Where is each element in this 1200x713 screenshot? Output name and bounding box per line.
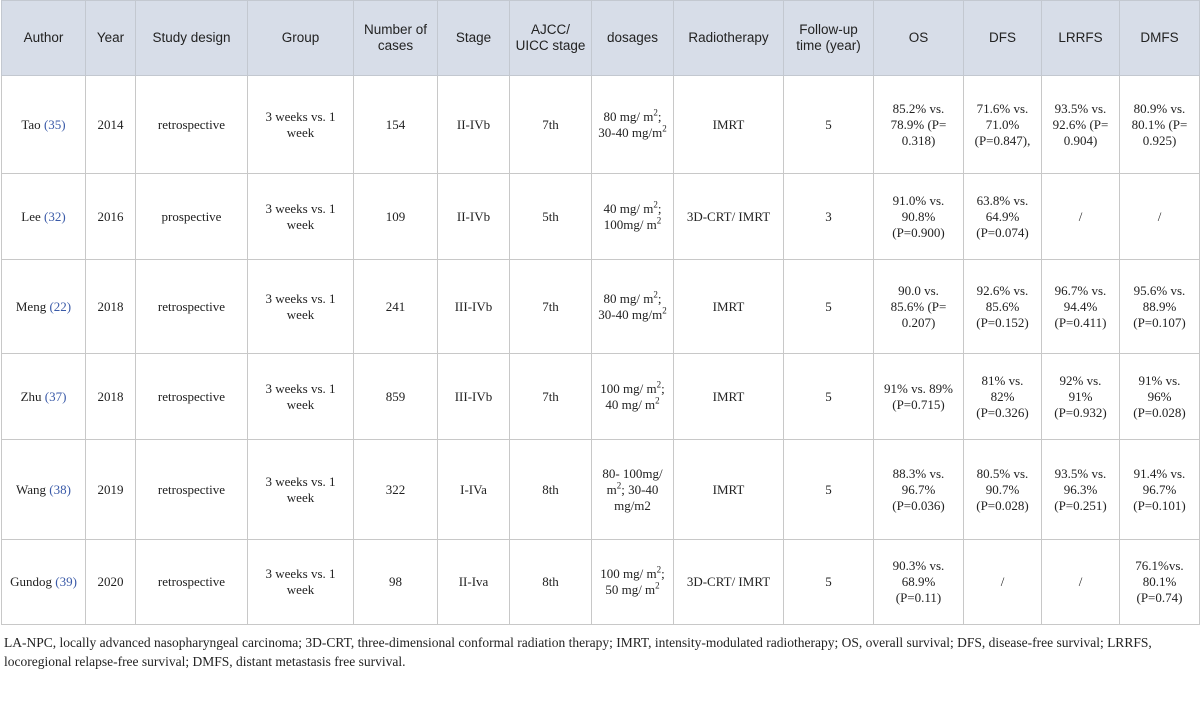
cell-radiotherapy: IMRT [674,354,784,440]
cell-dosages: 40 mg/ $m^2$; 100mg/ $m^2$ [592,174,674,260]
cell-followup: 3 [784,174,874,260]
cell-os: 85.2% vs. 78.9% (P= 0.318) [874,76,964,174]
cell-dosages: 80 mg/ $m^2$; 30-40 $mg/m^2$ [592,76,674,174]
cell-os: 91% vs. 89% (P=0.715) [874,354,964,440]
reference-link[interactable]: (22) [49,298,72,314]
cell-os: 90.0 vs. 85.6% (P= 0.207) [874,260,964,354]
cell-dfs: 80.5% vs. 90.7% (P=0.028) [964,440,1042,540]
cell-cases: 859 [354,354,438,440]
cell-followup: 5 [784,260,874,354]
cell-dosages: 100 mg/ $m^2$; 50 mg/ $m^2$ [592,540,674,625]
cell-followup: 5 [784,540,874,625]
cell-dfs: 81% vs. 82% (P=0.326) [964,354,1042,440]
cell-stage: III-IVb [438,260,510,354]
header-study-design: Study design [136,1,248,76]
cell-radiotherapy: 3D-CRT/ IMRT [674,540,784,625]
cell-author: Meng (22) [2,260,86,354]
cell-design: retrospective [136,260,248,354]
cell-radiotherapy: 3D-CRT/ IMRT [674,174,784,260]
table-row [2,76,1200,174]
cell-year: 2019 [86,440,136,540]
header-dfs: DFS [964,1,1042,76]
header-group: Group [248,1,354,76]
cell-followup: 5 [784,440,874,540]
cell-dmfs: / [1120,174,1200,260]
cell-author: Gundog (39) [2,540,86,625]
table-row [2,540,1200,625]
cell-lrrfs: 93.5% vs. 92.6% (P= 0.904) [1042,76,1120,174]
header-stage: Stage [438,1,510,76]
table-footnote: LA-NPC, locally advanced nasopharyngeal carcinoma; 3D-CRT, three-dimensional conformal radiation therapy; IMRT, intensity-modulated radiotherapy; OS, overall survival; DFS, disease-free survival; LRRFS, locoregional relapse-free survival; DMFS, distant metastasis free survival. [4,635,1152,669]
header-radiotherapy: Radiotherapy [674,1,784,76]
cell-cases: 98 [354,540,438,625]
cell-year: 2014 [86,76,136,174]
cell-cases: 322 [354,440,438,540]
cell-dfs: 92.6% vs. 85.6% (P=0.152) [964,260,1042,354]
reference-link[interactable]: (32) [44,208,66,224]
cell-dmfs: 91% vs. 96% (P=0.028) [1120,354,1200,440]
cell-dosages: 100 mg/ $m^2$; 40 mg/ $m^2$ [592,354,674,440]
cell-ajcc: 7th [510,76,592,174]
cell-dmfs: 95.6% vs. 88.9% (P=0.107) [1120,260,1200,354]
cell-group: 3 weeks vs. 1 week [248,260,354,354]
study-comparison-table [1,0,1200,625]
cell-os: 88.3% vs. 96.7% (P=0.036) [874,440,964,540]
cell-lrrfs: 92% vs. 91% (P=0.932) [1042,354,1120,440]
table-row [2,354,1200,440]
cell-year: 2018 [86,354,136,440]
cell-followup: 5 [784,354,874,440]
header-row [2,1,1200,76]
header-dmfs: DMFS [1120,1,1200,76]
cell-author: Tao (35) [2,76,86,174]
cell-ajcc: 5th [510,174,592,260]
reference-link[interactable]: (37) [44,388,67,404]
cell-stage: I-IVa [438,440,510,540]
header-cases: Number of cases [354,1,438,76]
cell-author: Lee (32) [2,174,86,260]
cell-radiotherapy: IMRT [674,260,784,354]
header-ajcc: AJCC/ UICC stage [510,1,592,76]
cell-os: 91.0% vs. 90.8% (P=0.900) [874,174,964,260]
cell-stage: III-IVb [438,354,510,440]
cell-dmfs: 76.1%vs. 80.1% (P=0.74) [1120,540,1200,625]
cell-author: Zhu (37) [2,354,86,440]
cell-ajcc: 8th [510,440,592,540]
reference-link[interactable]: (39) [55,574,77,589]
header-os: OS [874,1,964,76]
cell-os: 90.3% vs. 68.9% (P=0.11) [874,540,964,625]
cell-cases: 241 [354,260,438,354]
cell-design: retrospective [136,76,248,174]
cell-year: 2020 [86,540,136,625]
table-row [2,440,1200,540]
table-row [2,260,1200,354]
cell-group: 3 weeks vs. 1 week [248,174,354,260]
cell-lrrfs: / [1042,174,1120,260]
cell-design: retrospective [136,540,248,625]
cell-followup: 5 [784,76,874,174]
header-lrrfs: LRRFS [1042,1,1120,76]
cell-dmfs: 80.9% vs. 80.1% (P= 0.925) [1120,76,1200,174]
reference-link[interactable]: (35) [43,116,66,132]
header-dosages: dosages [592,1,674,76]
cell-group: 3 weeks vs. 1 week [248,354,354,440]
cell-stage: II-IVb [438,76,510,174]
cell-design: prospective [136,174,248,260]
cell-design: retrospective [136,354,248,440]
header-year: Year [86,1,136,76]
table-row [2,174,1200,260]
cell-dfs: / [964,540,1042,625]
cell-dosages: 80- 100mg/ $m^2$; 30-40 mg/m2 [592,440,674,540]
cell-lrrfs: / [1042,540,1120,625]
cell-ajcc: 8th [510,540,592,625]
cell-lrrfs: 93.5% vs. 96.3% (P=0.251) [1042,440,1120,540]
cell-group: 3 weeks vs. 1 week [248,440,354,540]
cell-cases: 109 [354,174,438,260]
cell-year: 2018 [86,260,136,354]
cell-dfs: 71.6% vs. 71.0% (P=0.847), [964,76,1042,174]
cell-group: 3 weeks vs. 1 week [248,76,354,174]
cell-year: 2016 [86,174,136,260]
cell-cases: 154 [354,76,438,174]
cell-lrrfs: 96.7% vs. 94.4% (P=0.411) [1042,260,1120,354]
cell-design: retrospective [136,440,248,540]
cell-dosages: 80 mg/ $m^2$; 30-40 $mg/m^2$ [592,260,674,354]
cell-ajcc: 7th [510,260,592,354]
cell-author: Wang (38) [2,440,86,540]
cell-ajcc: 7th [510,354,592,440]
header-followup: Follow-up time (year) [784,1,874,76]
cell-dmfs: 91.4% vs. 96.7% (P=0.101) [1120,440,1200,540]
cell-stage: II-Iva [438,540,510,625]
cell-group: 3 weeks vs. 1 week [248,540,354,625]
cell-dfs: 63.8% vs. 64.9% (P=0.074) [964,174,1042,260]
cell-stage: II-IVb [438,174,510,260]
reference-link[interactable]: (38) [49,481,71,497]
cell-radiotherapy: IMRT [674,76,784,174]
cell-radiotherapy: IMRT [674,440,784,540]
header-author: Author [2,1,86,76]
